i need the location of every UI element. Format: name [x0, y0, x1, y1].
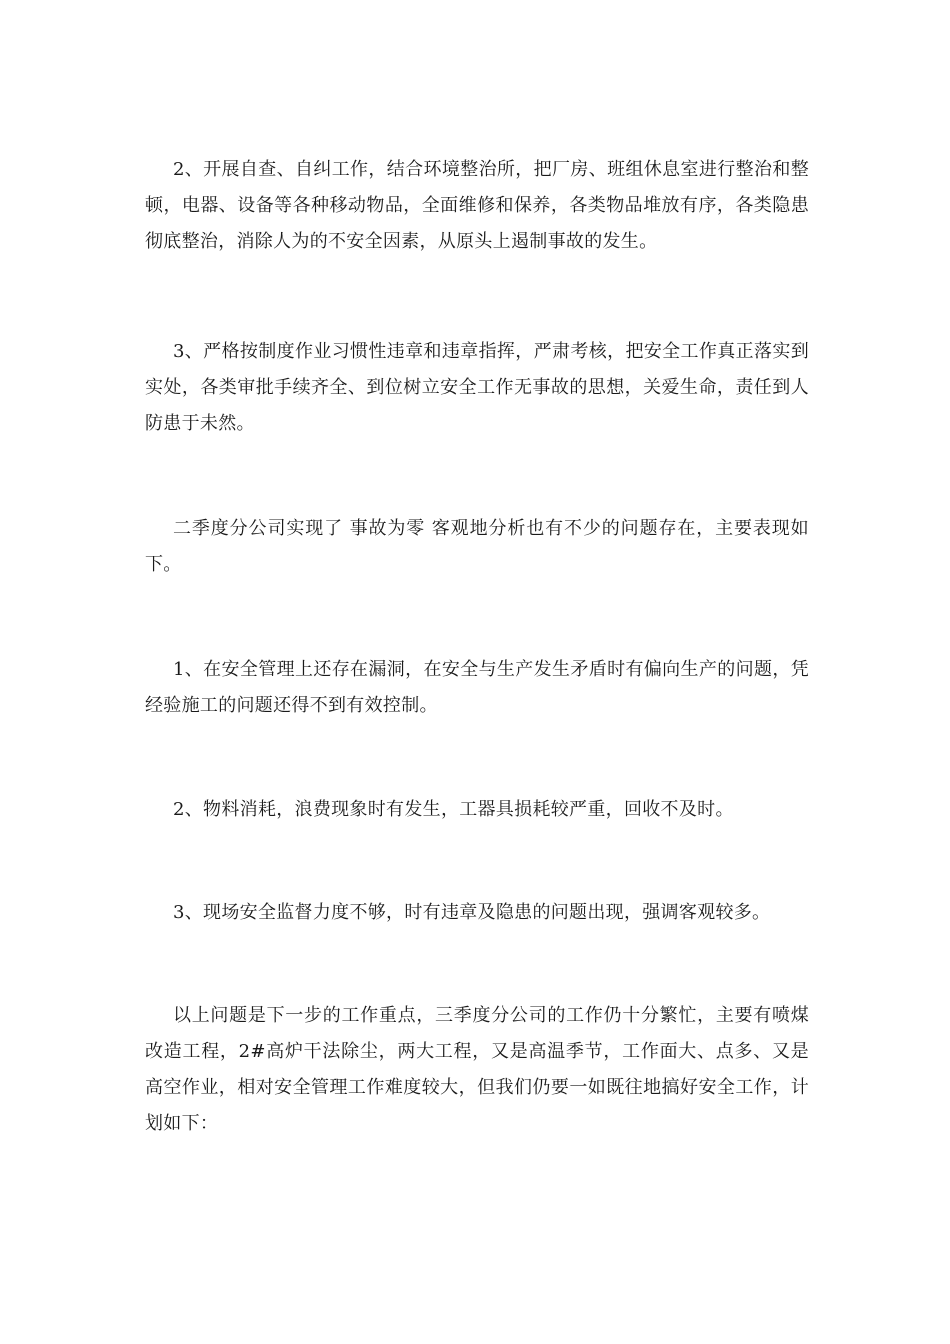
paragraph-strict-operation: 3、严格按制度作业习惯性违章和违章指挥，严肃考核，把安全工作真正落实到实处，各类审批手续齐全、到位树立安全工作无事故的思想，关爱生命，责任到人防患于未然。: [145, 341, 809, 434]
paragraph-q2-summary: 二季度分公司实现了 事故为零 客观地分析也有不少的问题存在，主要表现如下。: [145, 518, 809, 575]
paragraph-self-inspection: 2、开展自查、自纠工作，结合环境整治所，把厂房、班组休息室进行整治和整顿，电器、设备等各种移动物品，全面维修和保养，各类物品堆放有序，各类隐患彻底整治，消除人为的不安全因素，从原头上遏制事故的发生。: [145, 159, 809, 252]
paragraph-issue-material-waste: 2、物料消耗，浪费现象时有发生，工器具损耗较严重，回收不及时。: [173, 799, 734, 820]
paragraph-q3-plan-intro: 以上问题是下一步的工作重点，三季度分公司的工作仍十分繁忙，主要有喷煤改造工程，2#高炉干法除尘，两大工程，又是高温季节，工作面大、点多、又是高空作业，相对安全管理工作难度较大，但我们仍要一如既往地搞好安全工作，计划如下：: [145, 1005, 809, 1134]
paragraph-issue-supervision: 3、现场安全监督力度不够，时有违章及隐患的问题出现，强调客观较多。: [173, 902, 771, 923]
paragraph-issue-management-gaps: 1、在安全管理上还存在漏洞，在安全与生产发生矛盾时有偏向生产的问题，凭经验施工的问题还得不到有效控制。: [145, 659, 809, 716]
